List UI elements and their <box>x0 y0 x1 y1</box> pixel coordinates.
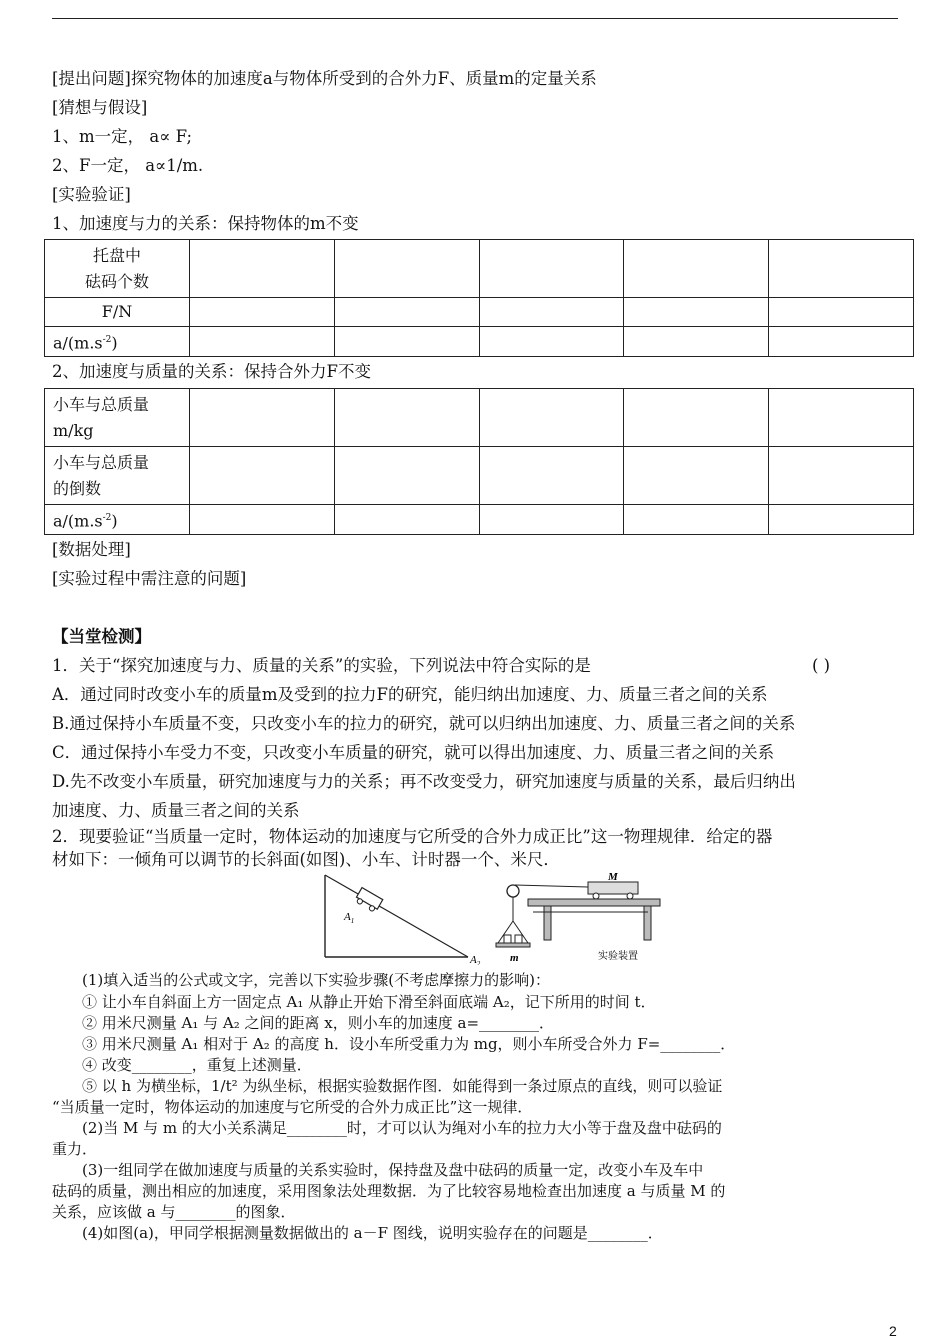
option-a: A．通过同时改变小车的质量m及受到的拉力F的研究，能归纳出加速度、力、质量三者之间的关系 <box>52 685 768 704</box>
table-row-header: 小车与总质量 的倒数 <box>45 447 190 505</box>
step-5-cont: “当质量一定时，物体运动的加速度与它所受的合外力成正比”这一规律． <box>52 1098 533 1116</box>
table-row-header: $a/(m.s^{-2})$ <box>45 327 190 357</box>
question-heading: [提出问题]探究物体的加速度a与物体所受到的合外力F、质量m的定量关系 <box>52 69 597 88</box>
step-4: ④ 改变________，重复上述测量． <box>82 1056 312 1074</box>
part-1: (1)填入适当的公式或文字，完善以下实验步骤(不考虑摩擦力的影响)： <box>82 971 550 989</box>
part-3-cont2: 关系，应该做 a 与________的图象． <box>52 1203 296 1221</box>
step-2: ② 用米尺测量 A₁ 与 A₂ 之间的距离 x，则小车的加速度 a=________． <box>82 1014 555 1032</box>
question-1: 1．关于“探究加速度与力、质量的关系”的实验，下列说法中符合实际的是 <box>52 656 591 675</box>
svg-text:实验装置: 实验装置 <box>598 951 638 962</box>
page-number: 2 <box>889 1323 897 1339</box>
table-row-header: 小车与总质量 m/kg <box>45 389 190 447</box>
experiment-figure <box>318 873 670 965</box>
experiment-2-title: 2、加速度与质量的关系：保持合外力F不变 <box>52 362 371 381</box>
guess-heading: [猜想与假设] <box>52 98 148 117</box>
force-table <box>44 239 914 357</box>
option-d-cont: 加速度、力、质量三者之间的关系 <box>52 801 300 820</box>
verify-heading: [实验验证] <box>52 185 131 204</box>
option-b: B.通过保持小车质量不变，只改变小车的拉力的研究，就可以归纳出加速度、力、质量三者之间的关系 <box>52 714 796 733</box>
quiz-title: 【当堂检测】 <box>52 627 151 646</box>
part-4: (4)如图(a)，甲同学根据测量数据做出的 a－F 图线，说明实验存在的问题是________． <box>82 1224 663 1242</box>
data-heading: [数据处理] <box>52 540 131 559</box>
pulley-icon <box>507 885 519 897</box>
svg-text:A2: $A_2$ <box>470 954 481 965</box>
option-d: D.先不改变小车质量，研究加速度与力的关系；再不改变受力，研究加速度与质量的关系，最后归纳出 <box>52 772 796 791</box>
incline-diagram <box>325 875 481 965</box>
table-row-header: 托盘中 砝码个数 <box>45 240 190 298</box>
step-1: ① 让小车自斜面上方一固定点 A₁ 从静止开始下滑至斜面底端 A₂，记下所用的时间 t． <box>82 993 656 1011</box>
mass-table <box>44 388 914 535</box>
question-2-cont: 材如下：一倾角可以调节的长斜面(如图)、小车、计时器一个、米尺． <box>52 850 560 869</box>
apparatus-diagram <box>496 873 660 964</box>
step-3: ③ 用米尺测量 A₁ 相对于 A₂ 的高度 h．设小车所受重力为 mg，则小车所受合外力 F=________． <box>82 1035 736 1053</box>
part-2: (2)当 M 与 m 的大小关系满足________时，才可以认为绳对小车的拉力大小等于盘及盘中砝码的 <box>82 1119 722 1137</box>
experiment-1-title: 1、加速度与力的关系：保持物体的m不变 <box>52 214 359 233</box>
svg-text:m: m <box>510 952 519 964</box>
table-row-header: $a/(m.s^{-2})$ <box>45 505 190 535</box>
part-2-cont: 重力． <box>52 1140 98 1158</box>
table-row-header: F/N <box>45 298 190 327</box>
step-5: ⑤ 以 h 为横坐标，1/t² 为纵坐标，根据实验数据作图．如能得到一条过原点的直线，则可以验证 <box>82 1077 723 1095</box>
top-rule <box>52 18 898 19</box>
answer-bracket[interactable]: ( ) <box>812 656 831 675</box>
notes-heading: [实验过程中需注意的问题] <box>52 569 247 588</box>
cart-icon <box>354 888 383 914</box>
svg-text:A1: $A_1$ <box>344 911 355 925</box>
guess-item-2: 2、F一定， a∝1/m. <box>52 156 204 175</box>
guess-item-1: 1、m一定， a∝ F; <box>52 127 193 146</box>
svg-text:M: M <box>608 873 618 883</box>
part-3-cont: 砝码的质量，测出相应的加速度，采用图象法处理数据．为了比较容易地检查出加速度 a 与质量 M 的 <box>52 1182 726 1200</box>
question-2: 2．现要验证“当质量一定时，物体运动的加速度与它所受的合外力成正比”这一物理规律．给定的器 <box>52 827 773 846</box>
option-c: C．通过保持小车受力不变，只改变小车质量的研究，就可以得出加速度、力、质量三者之间的关系 <box>52 743 775 762</box>
weight-pan-icon <box>496 943 530 947</box>
part-3: (3)一组同学在做加速度与质量的关系实验时，保持盘及盘中砝码的质量一定，改变小车及车中 <box>82 1161 704 1179</box>
